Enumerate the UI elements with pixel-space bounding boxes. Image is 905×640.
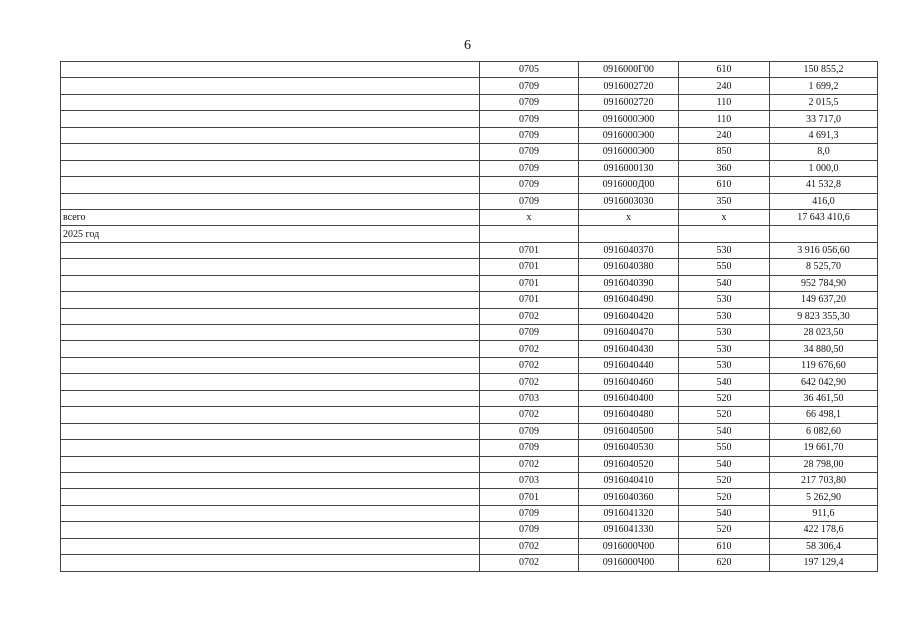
table-row — [61, 62, 878, 78]
cell-article: 0916040440 — [579, 357, 679, 373]
table-row — [61, 308, 878, 324]
cell-amount: 58 306,4 — [770, 538, 878, 554]
cell-name — [61, 440, 480, 456]
cell-article: 0916000Д00 — [579, 177, 679, 193]
cell-amount: 1 000,0 — [770, 160, 878, 176]
cell-section: 0709 — [480, 177, 579, 193]
cell-section: 0702 — [480, 555, 579, 571]
cell-expense-type: 530 — [679, 292, 770, 308]
table-row — [61, 193, 878, 209]
cell-article: х — [579, 209, 679, 225]
cell-amount: 28 023,50 — [770, 325, 878, 341]
cell-name — [61, 259, 480, 275]
table-row — [61, 440, 878, 456]
budget-table — [60, 61, 878, 572]
cell-name — [61, 94, 480, 110]
cell-name — [61, 489, 480, 505]
cell-expense-type: 520 — [679, 390, 770, 406]
cell-section: 0705 — [480, 62, 579, 78]
cell-article: 0916040470 — [579, 325, 679, 341]
table-row — [61, 127, 878, 143]
cell-amount — [770, 226, 878, 242]
table-row — [61, 111, 878, 127]
cell-article: 0916040490 — [579, 292, 679, 308]
cell-section: 0709 — [480, 423, 579, 439]
cell-name — [61, 275, 480, 291]
table-row — [61, 472, 878, 488]
cell-expense-type: 540 — [679, 505, 770, 521]
cell-amount: 2 015,5 — [770, 94, 878, 110]
cell-section: 0703 — [480, 472, 579, 488]
cell-section: 0709 — [480, 78, 579, 94]
cell-article: 0916000Э00 — [579, 144, 679, 160]
cell-section: 0709 — [480, 440, 579, 456]
cell-section: 0701 — [480, 489, 579, 505]
cell-expense-type: 350 — [679, 193, 770, 209]
cell-amount: 66 498,1 — [770, 407, 878, 423]
cell-section: 0702 — [480, 341, 579, 357]
table-row — [61, 489, 878, 505]
cell-amount: 5 262,90 — [770, 489, 878, 505]
cell-section: 0702 — [480, 456, 579, 472]
cell-amount: 217 703,80 — [770, 472, 878, 488]
cell-name — [61, 325, 480, 341]
cell-section: 0701 — [480, 259, 579, 275]
cell-name — [61, 292, 480, 308]
cell-expense-type: 540 — [679, 423, 770, 439]
cell-expense-type: 360 — [679, 160, 770, 176]
cell-expense-type: 240 — [679, 78, 770, 94]
cell-expense-type: 520 — [679, 472, 770, 488]
table-row — [61, 407, 878, 423]
cell-article: 0916040500 — [579, 423, 679, 439]
cell-amount: 416,0 — [770, 193, 878, 209]
cell-expense-type: 240 — [679, 127, 770, 143]
cell-expense-type: 530 — [679, 357, 770, 373]
table-row — [61, 423, 878, 439]
cell-name — [61, 111, 480, 127]
table-row — [61, 341, 878, 357]
cell-expense-type: 520 — [679, 489, 770, 505]
cell-name — [61, 407, 480, 423]
cell-article: 0916041320 — [579, 505, 679, 521]
cell-amount: 119 676,60 — [770, 357, 878, 373]
cell-expense-type: х — [679, 209, 770, 225]
cell-expense-type: 530 — [679, 341, 770, 357]
cell-section: 0702 — [480, 538, 579, 554]
table-row — [61, 177, 878, 193]
cell-section: 0709 — [480, 144, 579, 160]
cell-expense-type: 520 — [679, 407, 770, 423]
cell-amount: 34 880,50 — [770, 341, 878, 357]
cell-name — [61, 357, 480, 373]
cell-section: 0709 — [480, 193, 579, 209]
cell-name — [61, 160, 480, 176]
cell-section: 0702 — [480, 308, 579, 324]
cell-amount: 36 461,50 — [770, 390, 878, 406]
cell-section: 0709 — [480, 127, 579, 143]
table-row — [61, 325, 878, 341]
table-row — [61, 242, 878, 258]
table-row — [61, 292, 878, 308]
table-row — [61, 275, 878, 291]
cell-amount: 1 699,2 — [770, 78, 878, 94]
cell-name — [61, 127, 480, 143]
cell-expense-type: 530 — [679, 242, 770, 258]
cell-section: 0709 — [480, 160, 579, 176]
cell-article: 0916040410 — [579, 472, 679, 488]
cell-section: 0701 — [480, 275, 579, 291]
cell-section: 0702 — [480, 407, 579, 423]
cell-amount: 6 082,60 — [770, 423, 878, 439]
table-row — [61, 555, 878, 571]
cell-section: 0701 — [480, 242, 579, 258]
cell-article: 0916040520 — [579, 456, 679, 472]
cell-expense-type: 540 — [679, 374, 770, 390]
cell-section: 0709 — [480, 325, 579, 341]
cell-article: 0916000Э00 — [579, 111, 679, 127]
table-row — [61, 94, 878, 110]
budget-table-body — [61, 62, 878, 572]
cell-expense-type: 520 — [679, 522, 770, 538]
cell-section: 0702 — [480, 357, 579, 373]
cell-name — [61, 423, 480, 439]
cell-article — [579, 226, 679, 242]
cell-amount: 17 643 410,6 — [770, 209, 878, 225]
cell-expense-type: 620 — [679, 555, 770, 571]
cell-amount: 9 823 355,30 — [770, 308, 878, 324]
cell-expense-type: 530 — [679, 325, 770, 341]
cell-amount: 28 798,00 — [770, 456, 878, 472]
table-row — [61, 259, 878, 275]
cell-name — [61, 62, 480, 78]
table-row — [61, 144, 878, 160]
cell-name — [61, 505, 480, 521]
cell-expense-type: 550 — [679, 440, 770, 456]
cell-section: х — [480, 209, 579, 225]
table-row — [61, 522, 878, 538]
cell-name — [61, 390, 480, 406]
table-row — [61, 390, 878, 406]
cell-expense-type: 610 — [679, 62, 770, 78]
cell-article: 0916002720 — [579, 78, 679, 94]
cell-name — [61, 472, 480, 488]
cell-expense-type: 110 — [679, 94, 770, 110]
cell-amount: 3 916 056,60 — [770, 242, 878, 258]
cell-section: 0703 — [480, 390, 579, 406]
cell-name — [61, 341, 480, 357]
cell-expense-type: 850 — [679, 144, 770, 160]
cell-amount: 149 637,20 — [770, 292, 878, 308]
page-number: 6 — [464, 38, 471, 53]
cell-name — [61, 555, 480, 571]
table-row — [61, 160, 878, 176]
cell-amount: 952 784,90 — [770, 275, 878, 291]
cell-name — [61, 144, 480, 160]
table-row — [61, 357, 878, 373]
cell-article: 0916040430 — [579, 341, 679, 357]
cell-section: 0709 — [480, 522, 579, 538]
cell-article: 0916040370 — [579, 242, 679, 258]
table-row — [61, 456, 878, 472]
cell-article: 0916040390 — [579, 275, 679, 291]
cell-name — [61, 522, 480, 538]
cell-expense-type — [679, 226, 770, 242]
cell-article: 0916000Ч00 — [579, 555, 679, 571]
cell-name: всего — [61, 209, 480, 225]
cell-article: 0916000Ч00 — [579, 538, 679, 554]
cell-name — [61, 242, 480, 258]
table-row — [61, 374, 878, 390]
cell-expense-type: 610 — [679, 538, 770, 554]
cell-name — [61, 193, 480, 209]
cell-article: 0916040530 — [579, 440, 679, 456]
cell-article: 0916040460 — [579, 374, 679, 390]
cell-expense-type: 540 — [679, 456, 770, 472]
cell-article: 0916041330 — [579, 522, 679, 538]
cell-expense-type: 540 — [679, 275, 770, 291]
cell-name — [61, 78, 480, 94]
cell-expense-type: 530 — [679, 308, 770, 324]
cell-name — [61, 308, 480, 324]
cell-name — [61, 177, 480, 193]
cell-article: 0916040480 — [579, 407, 679, 423]
cell-amount: 911,6 — [770, 505, 878, 521]
table-row — [61, 209, 878, 225]
cell-amount: 33 717,0 — [770, 111, 878, 127]
cell-section: 0701 — [480, 292, 579, 308]
cell-name — [61, 456, 480, 472]
table-row — [61, 505, 878, 521]
cell-expense-type: 110 — [679, 111, 770, 127]
cell-article: 0916040360 — [579, 489, 679, 505]
cell-amount: 422 178,6 — [770, 522, 878, 538]
cell-expense-type: 550 — [679, 259, 770, 275]
cell-section: 0709 — [480, 111, 579, 127]
cell-name — [61, 538, 480, 554]
cell-name — [61, 374, 480, 390]
cell-amount: 150 855,2 — [770, 62, 878, 78]
cell-name: 2025 год — [61, 226, 480, 242]
cell-expense-type: 610 — [679, 177, 770, 193]
cell-amount: 4 691,3 — [770, 127, 878, 143]
cell-article: 0916002720 — [579, 94, 679, 110]
cell-section: 0709 — [480, 505, 579, 521]
cell-section — [480, 226, 579, 242]
table-row — [61, 78, 878, 94]
cell-section: 0702 — [480, 374, 579, 390]
cell-article: 0916000Э00 — [579, 127, 679, 143]
cell-amount: 642 042,90 — [770, 374, 878, 390]
table-row — [61, 538, 878, 554]
cell-amount: 8,0 — [770, 144, 878, 160]
cell-article: 0916000130 — [579, 160, 679, 176]
cell-amount: 8 525,70 — [770, 259, 878, 275]
cell-amount: 19 661,70 — [770, 440, 878, 456]
cell-article: 0916040400 — [579, 390, 679, 406]
cell-amount: 197 129,4 — [770, 555, 878, 571]
cell-article: 0916040380 — [579, 259, 679, 275]
cell-amount: 41 532,8 — [770, 177, 878, 193]
table-row — [61, 226, 878, 242]
cell-article: 0916003030 — [579, 193, 679, 209]
cell-article: 0916040420 — [579, 308, 679, 324]
cell-article: 0916000Г00 — [579, 62, 679, 78]
cell-section: 0709 — [480, 94, 579, 110]
